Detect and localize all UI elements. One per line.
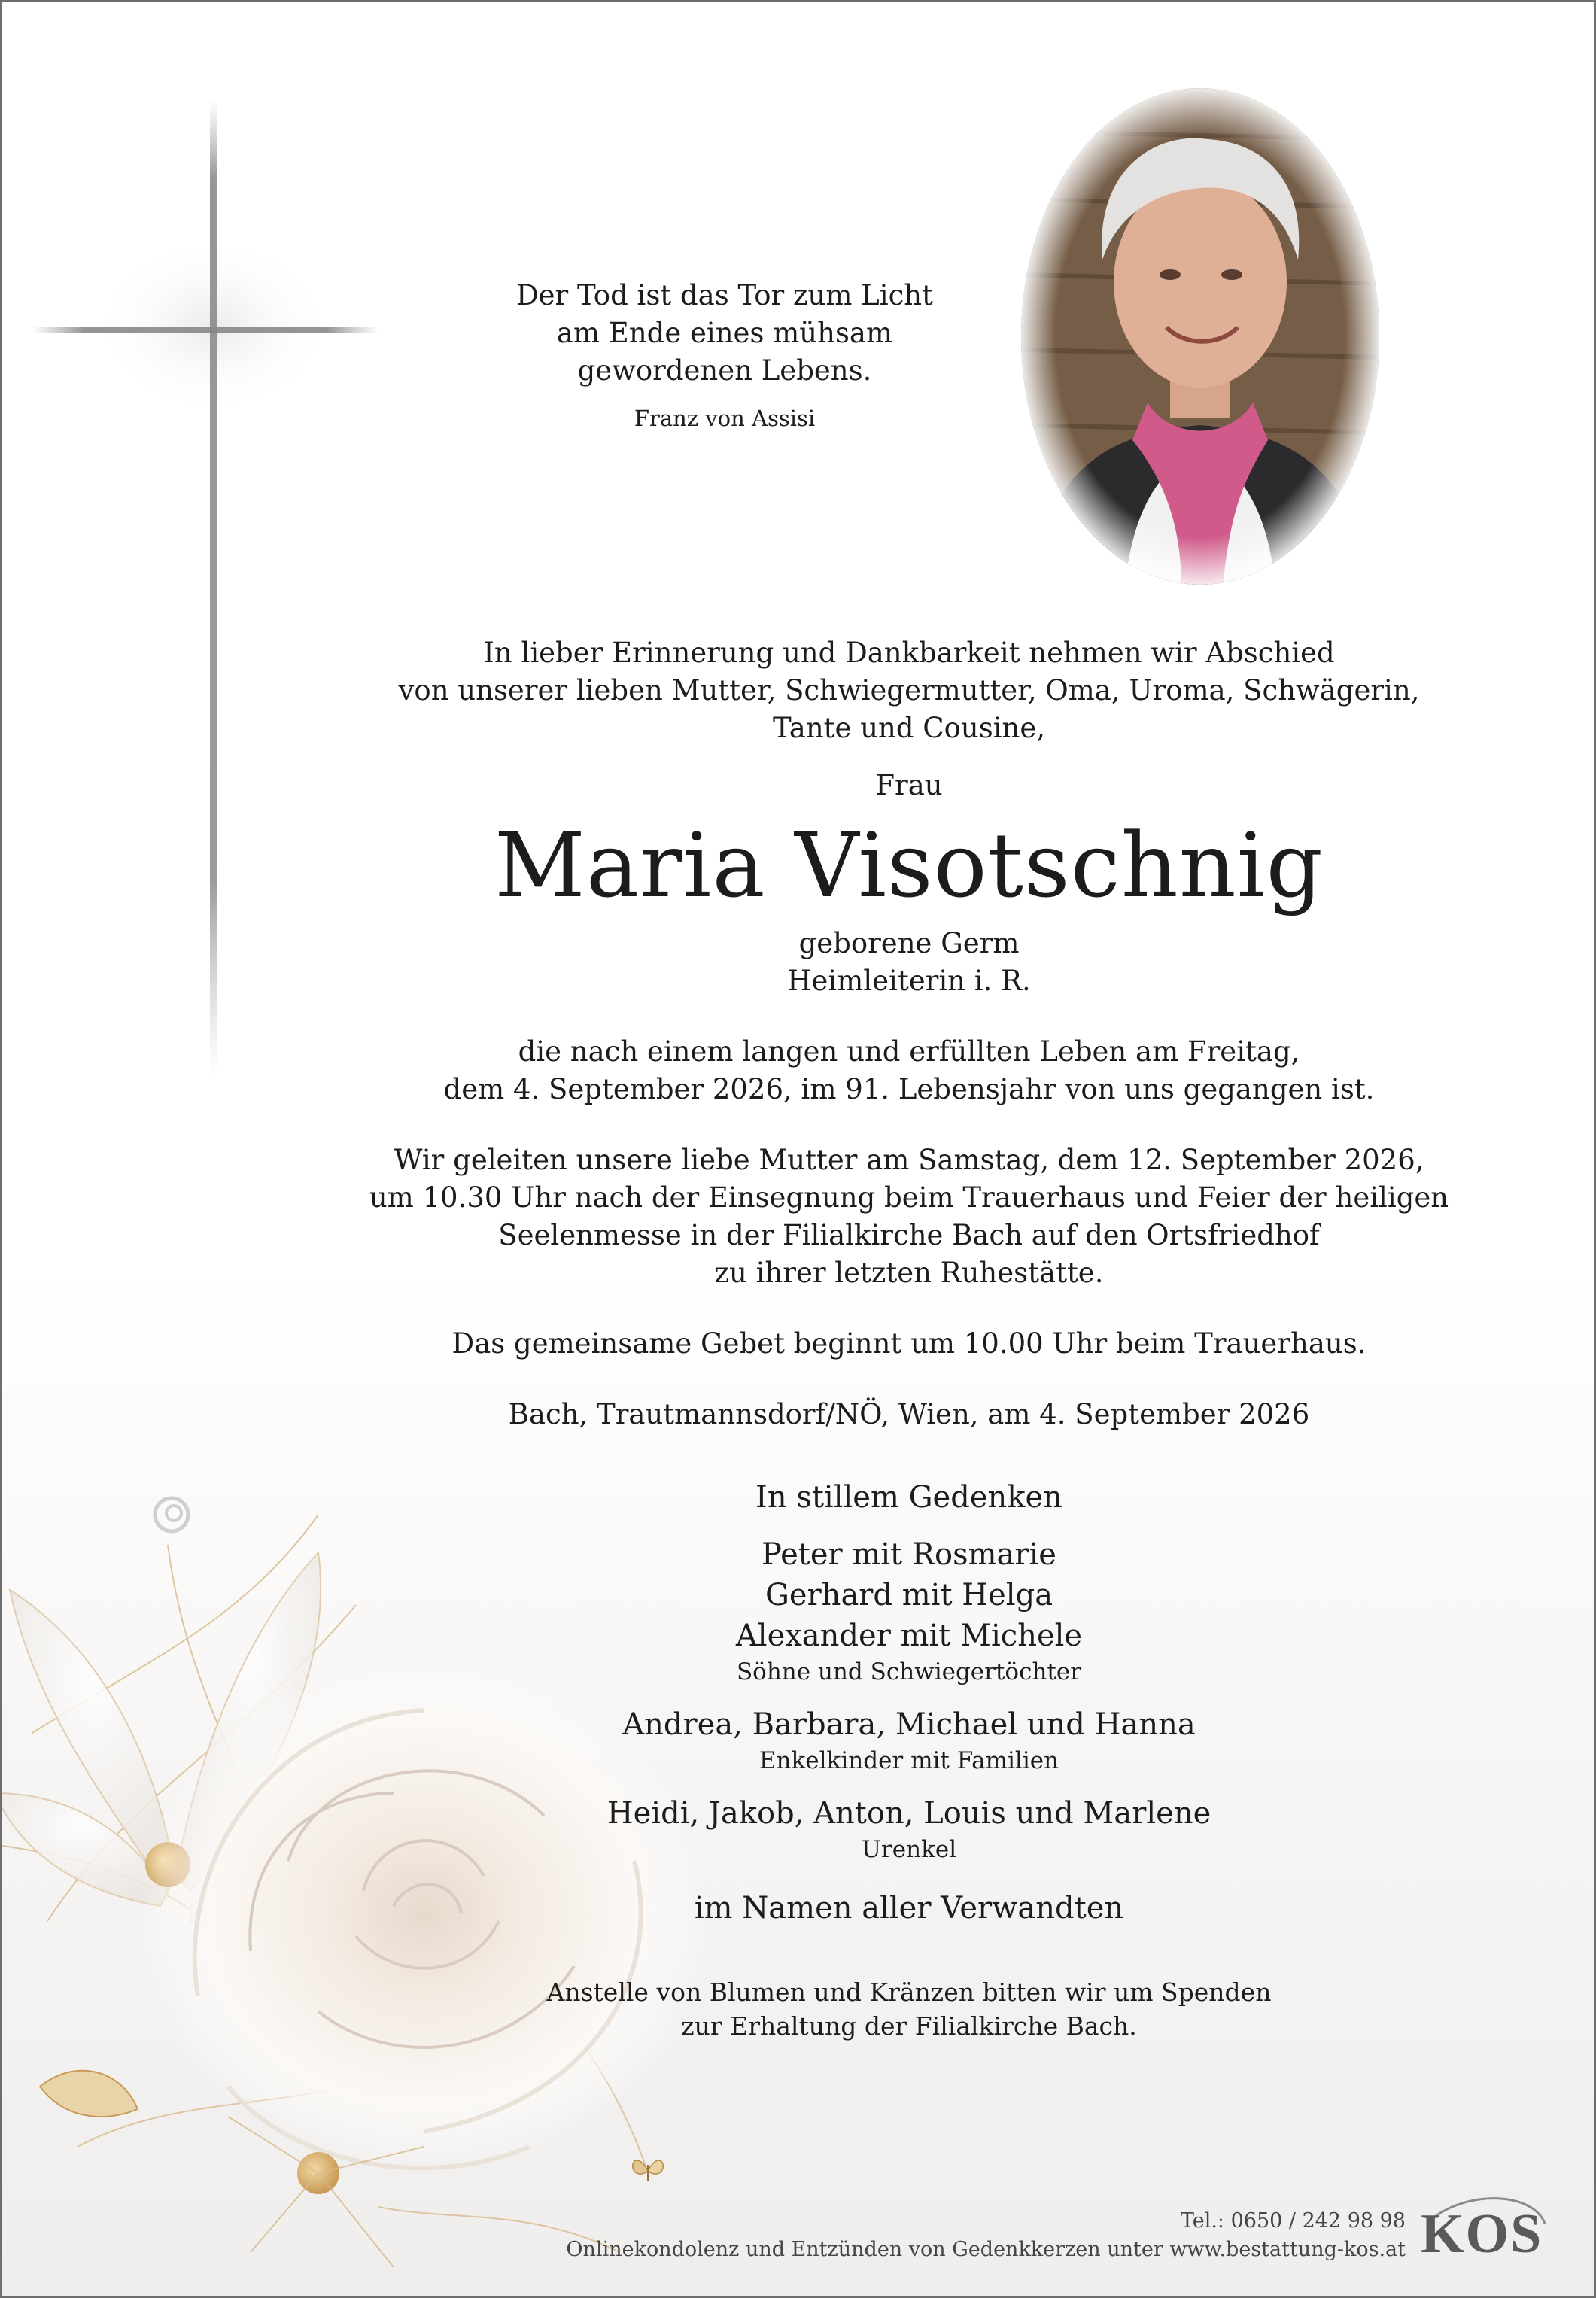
intro-line: In lieber Erinnerung und Dankbarkeit nehmen wir Abschied xyxy=(483,637,1335,669)
quote-line: gewordenen Lebens. xyxy=(577,354,872,387)
intro-line: von unserer lieben Mutter, Schwiegermutter, Oma, Uroma, Schwägerin, xyxy=(398,674,1420,707)
mourner-relation: Urenkel xyxy=(861,1836,957,1863)
funeral-line: zu ihrer letzten Ruhestätte. xyxy=(714,1257,1104,1289)
footer-website-note: Onlinekondolenz und Entzünden von Gedenkkerzen unter www.bestattung-kos.at xyxy=(566,2238,1406,2261)
kos-logo xyxy=(1421,2193,1549,2269)
logo-text: KOS xyxy=(1421,2203,1543,2265)
occupation: Heimleiterin i. R. xyxy=(787,965,1031,997)
mourner-names: Andrea, Barbara, Michael und Hanna xyxy=(622,1707,1196,1742)
closing-line: im Namen aller Verwandten xyxy=(694,1891,1124,1926)
quote-line: Der Tod ist das Tor zum Licht xyxy=(515,279,933,312)
mourner-group xyxy=(333,1534,1485,1688)
mourners-heading: In stillem Gedenken xyxy=(755,1480,1062,1515)
salutation: Frau xyxy=(875,769,943,801)
intro-line: Tante und Cousine, xyxy=(772,712,1046,744)
portrait-photo xyxy=(1020,87,1381,587)
donation-line: Anstelle von Blumen und Kränzen bitten wir um Spenden xyxy=(546,1977,1272,2007)
prayer-note: Das gemeinsame Gebet beginnt um 10.00 Uhr beim Trauerhaus. xyxy=(451,1327,1366,1360)
mourner-names: Heidi, Jakob, Anton, Louis und Marlene xyxy=(606,1796,1211,1831)
deceased-name: Maria Visotschnig xyxy=(494,813,1324,917)
mourner-names: Gerhard mit Helga xyxy=(765,1578,1053,1613)
mourner-group xyxy=(333,1704,1485,1777)
funeral-line: um 10.30 Uhr nach der Einsegnung beim Trauerhaus und Feier der heiligen xyxy=(369,1181,1449,1214)
death-line: dem 4. September 2026, im 91. Lebensjahr von uns gegangen ist. xyxy=(443,1073,1375,1105)
birth-name: geborene Germ xyxy=(798,927,1020,959)
obituary-text xyxy=(333,634,1485,2043)
mourner-names: Peter mit Rosmarie xyxy=(762,1537,1056,1572)
quote-author: Franz von Assisi xyxy=(634,406,816,431)
quote-line: am Ende eines mühsam xyxy=(556,317,893,349)
mourner-group xyxy=(333,1793,1485,1865)
mourner-relation: Söhne und Schwiegertöchter xyxy=(736,1658,1082,1686)
quote-block xyxy=(424,277,1026,433)
donation-note xyxy=(333,1975,1485,2043)
mourner-relation: Enkelkinder mit Familien xyxy=(758,1747,1059,1774)
death-line: die nach einem langen und erfüllten Leben am Freitag, xyxy=(518,1035,1300,1068)
footer-phone: Tel.: 0650 / 242 98 98 xyxy=(1180,2209,1406,2233)
place-date: Bach, Trautmannsdorf/NÖ, Wien, am 4. September 2026 xyxy=(508,1398,1310,1430)
funeral-line: Seelenmesse in der Filialkirche Bach auf den Ortsfriedhof xyxy=(498,1219,1320,1251)
funeral-line: Wir geleiten unsere liebe Mutter am Samstag, dem 12. September 2026, xyxy=(394,1144,1424,1176)
mourner-names: Alexander mit Michele xyxy=(735,1619,1083,1653)
butterfly-icon xyxy=(627,2148,669,2190)
footer xyxy=(566,2207,1406,2264)
donation-line: zur Erhaltung der Filialkirche Bach. xyxy=(681,2011,1137,2041)
